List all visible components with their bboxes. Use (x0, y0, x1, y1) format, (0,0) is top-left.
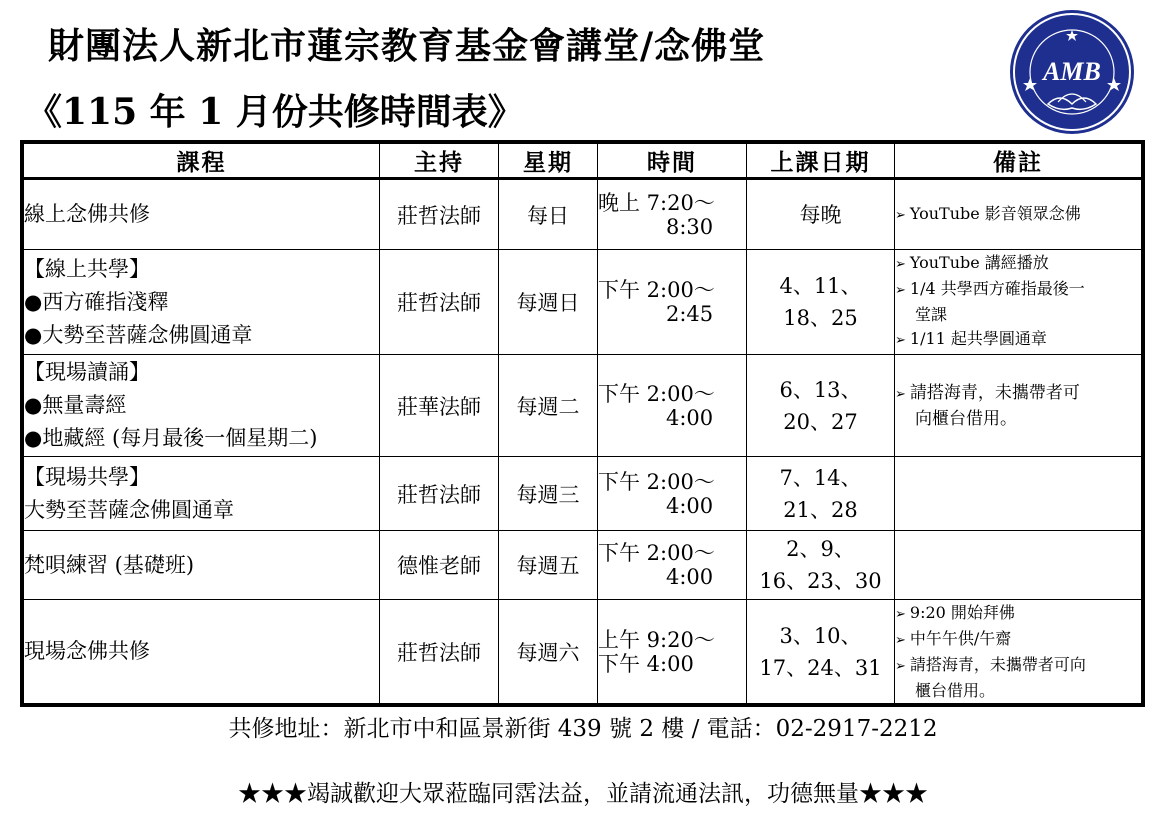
note-text: YouTube 影音領眾念佛 (909, 203, 1081, 223)
notes-cell (895, 600, 1142, 704)
day-cell: 每週二 (499, 355, 598, 457)
arrow-bullet-icon: ➢ (895, 632, 906, 648)
host-cell: 莊華法師 (380, 355, 499, 457)
dates-line: 21、28 (783, 497, 858, 522)
course-cell (24, 250, 380, 355)
notes-cell (895, 179, 1142, 250)
host-cell: 德惟老師 (380, 531, 499, 600)
note-item (895, 381, 1141, 407)
host-cell: 莊哲法師 (380, 457, 499, 531)
course-line: 【現場共學】 (24, 464, 150, 489)
note-continuation: 堂課 (915, 305, 948, 324)
table-row (24, 179, 1142, 250)
day-cell: 每日 (499, 179, 598, 250)
time-cell (598, 179, 747, 250)
note-item (895, 327, 1141, 353)
course-cell (24, 600, 380, 704)
notes-cell (895, 355, 1142, 457)
dates-cell (747, 355, 895, 457)
dates-line: 20、27 (783, 409, 858, 434)
dates-line: 17、24、31 (759, 655, 882, 680)
day-cell: 每週三 (499, 457, 598, 531)
time-start: 下午 2:00～ (598, 278, 715, 302)
dates-cell (747, 531, 895, 600)
note-text: 請搭海青，未攜帶者可 (909, 382, 1080, 403)
note-item (895, 202, 1141, 228)
time-start: 晚上 7:20～ (598, 190, 715, 215)
course-cell (24, 355, 380, 457)
time-cell (598, 531, 747, 600)
time-end: 8:30 (666, 214, 714, 239)
time-cell (598, 457, 747, 531)
arrow-bullet-icon: ➢ (895, 386, 906, 402)
note-item (895, 601, 1141, 627)
course-cell (24, 179, 380, 250)
page-title: 財團法人新北市蓮宗教育基金會講堂/念佛堂 (48, 25, 766, 67)
notes-cell (895, 250, 1142, 355)
course-line: ●無量壽經 (24, 393, 127, 417)
note-item (895, 277, 1141, 303)
dates-line: 7、14、 (779, 465, 862, 490)
course-line: 【現場讀誦】 (24, 360, 150, 384)
time-start: 下午 2:00～ (598, 469, 715, 494)
note-continuation: 櫃台借用。 (915, 680, 996, 700)
course-line: 現場念佛共修 (24, 639, 150, 663)
time-start: 上午 9:20～ (598, 627, 715, 652)
note-item (895, 627, 1141, 653)
time-end: 4:00 (666, 405, 714, 430)
header-notes: 備註 (895, 144, 1142, 179)
course-line: ●地藏經 (每月最後一個星期二) (24, 426, 318, 450)
dates-cell (747, 179, 895, 250)
arrow-bullet-icon: ➢ (895, 606, 906, 622)
note-text: 1/4 共學西方確指最後一 (909, 279, 1085, 298)
course-line: 大勢至菩薩念佛圓通章 (24, 497, 234, 522)
time-start: 下午 2:00～ (598, 541, 715, 565)
note-item (895, 251, 1141, 277)
host-cell: 莊哲法師 (380, 250, 499, 355)
note-text: 請搭海青，未攜帶者可向 (909, 654, 1086, 674)
day-cell: 每週五 (499, 531, 598, 600)
note-item (895, 653, 1141, 679)
time-start: 下午 2:00～ (598, 381, 715, 406)
note-text: YouTube 講經播放 (909, 253, 1049, 272)
host-cell: 莊哲法師 (380, 179, 499, 250)
time-end: 下午 4:00 (598, 651, 694, 676)
course-cell (24, 531, 380, 600)
day-cell: 每週日 (499, 250, 598, 355)
notes-cell (895, 457, 1142, 531)
arrow-bullet-icon: ➢ (895, 658, 906, 674)
foundation-logo (1008, 8, 1136, 136)
header-host: 主持 (380, 144, 499, 179)
course-line: ●大勢至菩薩念佛圓通章 (24, 322, 253, 347)
table-row (24, 457, 1142, 531)
time-end: 2:45 (666, 302, 714, 326)
host-cell: 莊哲法師 (380, 600, 499, 704)
dates-cell (747, 250, 895, 355)
dates-line: 2、9、 (786, 537, 855, 561)
arrow-bullet-icon: ➢ (895, 333, 906, 348)
note-continuation: 向櫃台借用。 (915, 408, 1017, 429)
note-text: 1/11 起共學圓通章 (909, 329, 1047, 348)
notes-cell (895, 531, 1142, 600)
logo-monogram: AMB (1043, 57, 1101, 86)
dates-line: 6、13、 (779, 377, 862, 402)
dates-cell (747, 600, 895, 704)
dates-line: 每晚 (799, 202, 842, 227)
header-time: 時間 (598, 144, 747, 179)
table-header-row (24, 144, 1142, 179)
course-line: ●西方確指淺釋 (24, 289, 169, 314)
schedule-table (23, 143, 1142, 704)
table-row (24, 600, 1142, 704)
dates-cell (747, 457, 895, 531)
day-cell: 每週六 (499, 600, 598, 704)
header-course: 課程 (24, 144, 380, 179)
arrow-bullet-icon: ➢ (895, 257, 906, 272)
time-cell (598, 250, 747, 355)
header-dates: 上課日期 (747, 144, 895, 179)
course-line: 梵唄練習 (基礎班) (24, 552, 195, 577)
table-row (24, 355, 1142, 457)
time-end: 4:00 (666, 493, 714, 518)
arrow-bullet-icon: ➢ (895, 283, 906, 298)
address-line: 共修地址：新北市中和區景新街 439 號 2 樓 / 電話：02-2917-2212 (228, 716, 938, 742)
table-row (24, 531, 1142, 600)
table-row (24, 250, 1142, 355)
header-day: 星期 (499, 144, 598, 179)
time-cell (598, 600, 747, 704)
page-subtitle: 《115 年 1 月份共修時間表》 (26, 91, 524, 133)
note-text: 9:20 開始拜佛 (909, 602, 1015, 622)
time-end: 4:00 (666, 565, 714, 589)
course-cell (24, 457, 380, 531)
dates-line: 16、23、30 (759, 569, 882, 593)
course-line: 【線上共學】 (24, 256, 150, 281)
time-cell (598, 355, 747, 457)
dates-line: 4、11、 (779, 274, 862, 298)
arrow-bullet-icon: ➢ (895, 207, 906, 223)
dates-line: 18、25 (783, 306, 858, 330)
slogan-line: ★★★竭誠歡迎大眾蒞臨同霑法益，並請流通法訊，功德無量★★★ (238, 781, 928, 807)
note-text: 中午午供/午齋 (909, 628, 1012, 648)
course-line: 線上念佛共修 (24, 202, 150, 226)
dates-line: 3、10、 (779, 623, 862, 648)
